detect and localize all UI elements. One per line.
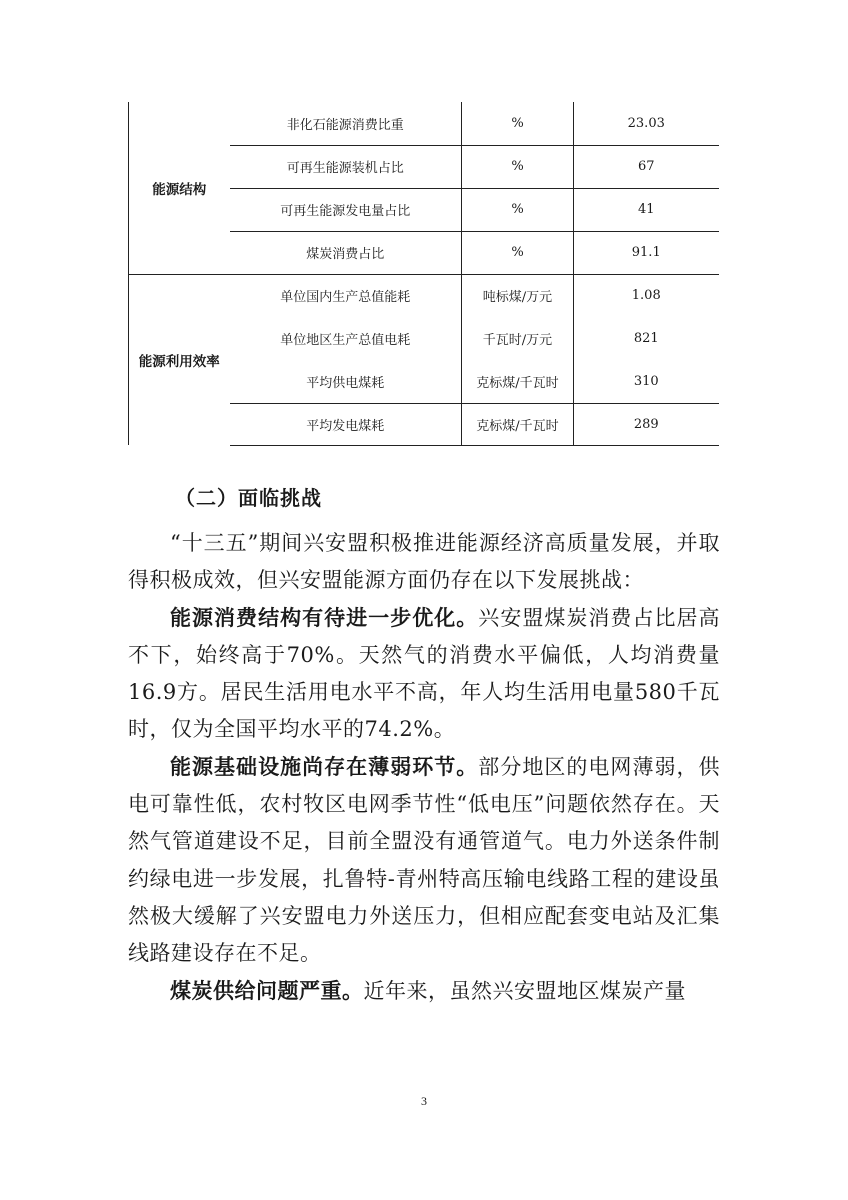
category-energy-structure: 能源结构 [129,102,230,274]
paragraph-text: 部分地区的电网薄弱，供电可靠性低，农村牧区电网季节性“低电压”问题依然存在。天然气管道建设不足，目前全盟没有通管道气。电力外送条件制约绿电进一步发展，扎鲁特-青州特高压输电线路工程的建设虽然极大缓解了兴安盟电力外送压力，但相应配套变电站及汇集线路建设存在不足。 [128,754,721,966]
paragraph-text: “十三五”期间兴安盟积极推进能源经济高质量发展，并取得积极成效，但兴安盟能源方面仍存在以下发展挑战： [128,531,720,593]
indicator-cell: 可再生能源装机占比 [230,145,462,188]
paragraph-lead: 煤炭供给问题严重。 [170,978,364,1003]
paragraph [128,525,720,600]
energy-indicators-table [128,102,719,446]
paragraph [128,973,720,1010]
paragraph [128,600,720,749]
unit-cell: 千瓦时/万元 [462,317,574,360]
indicator-cell: 非化石能源消费比重 [286,117,404,133]
value-cell: 821 [574,317,719,360]
value-cell: 41 [574,188,719,231]
value-cell: 310 [574,360,719,403]
unit-cell: % [462,145,574,188]
paragraph [128,749,720,973]
category-energy-efficiency: 能源利用效率 [129,274,230,445]
indicator-cell: 单位地区生产总值电耗 [280,333,411,348]
indicator-cell: 可再生能源发电量占比 [230,188,462,231]
paragraph-text: 兴安盟煤炭消费占比居高不下，始终高于70%。天然气的消费水平偏低，人均消费量16.9方。居民生活用电水平不高，年人均生活用电量580千瓦时，仅为全国平均水平的74.2%。 [128,605,721,742]
indicator-cell: 平均供电煤耗 [306,375,385,391]
section-heading: （二）面临挑战 [175,486,322,510]
indicator-cell: 煤炭消费占比 [230,231,462,274]
unit-cell: % [462,102,574,145]
value-cell: 23.03 [574,102,719,145]
value-cell: 91.1 [574,231,719,274]
value-cell: 289 [574,403,719,445]
unit-cell: % [462,188,574,231]
indicator-cell: 平均发电煤耗 [230,403,462,445]
value-cell: 67 [574,145,719,188]
paragraph-lead: 能源基础设施尚存在薄弱环节。 [170,754,479,779]
unit-cell: 克标煤/千瓦时 [462,403,574,445]
indicator-cell: 单位国内生产总值能耗 [230,274,462,317]
paragraph-lead: 能源消费结构有待进一步优化。 [170,605,479,630]
unit-cell: 克标煤/千瓦时 [462,360,574,403]
value-cell: 1.08 [574,274,719,317]
table-row [129,102,719,145]
page-number: 3 [421,1094,427,1108]
unit-cell: 吨标煤/万元 [462,274,574,317]
unit-cell: % [462,231,574,274]
body-text [128,525,720,1010]
paragraph-text: 近年来，虽然兴安盟地区煤炭产量 [363,978,686,1003]
table-row [129,274,719,317]
